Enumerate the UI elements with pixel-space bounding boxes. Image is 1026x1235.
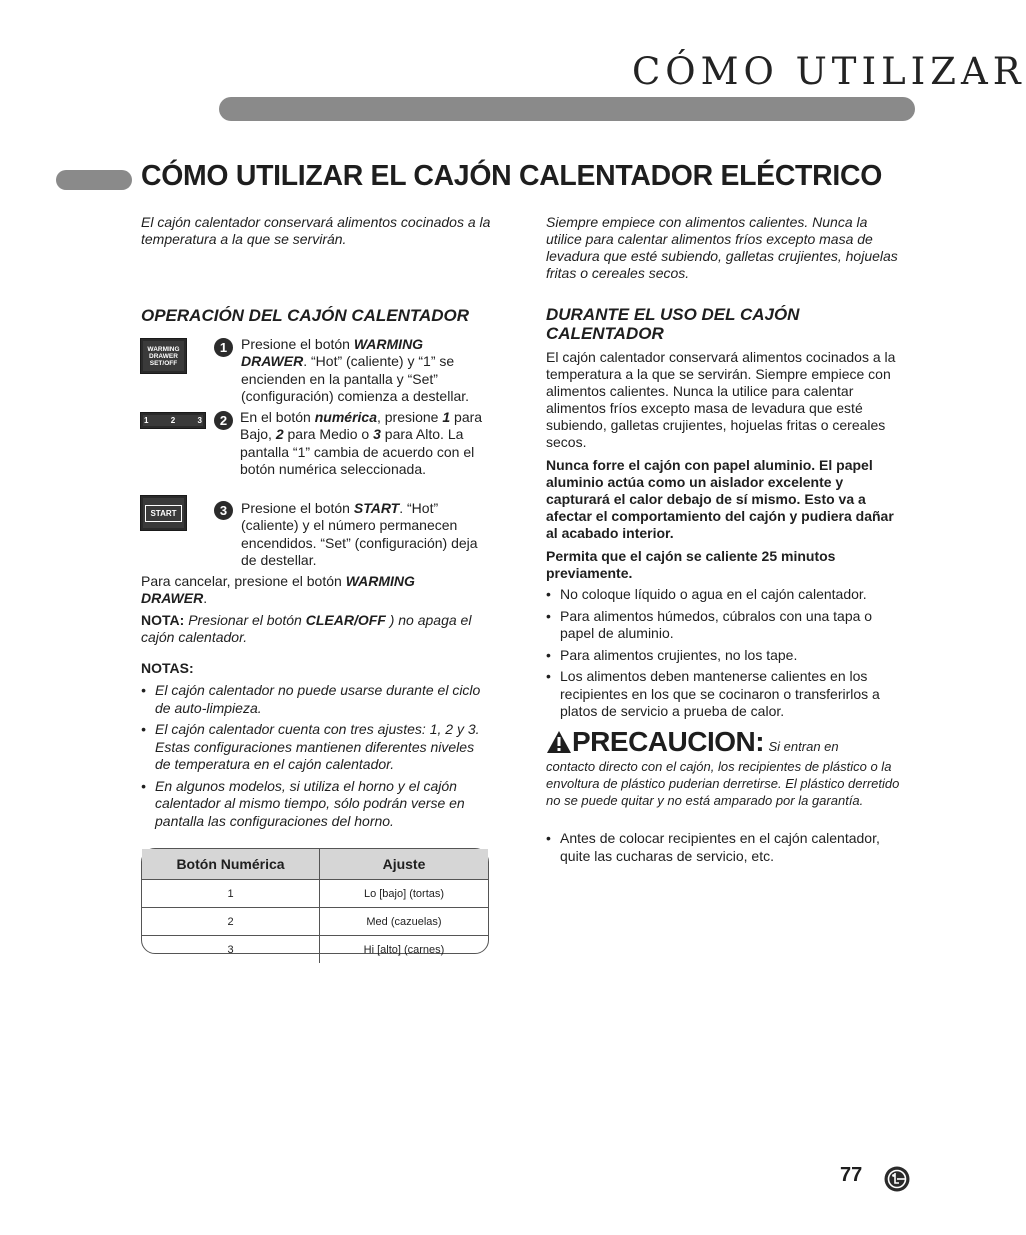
cancel-text: Para cancelar, presione el botón WARMING DRAWER. [141,573,415,606]
step-1-number: 1 [214,338,233,357]
step-1-text: Presione el botón WARMING DRAWER. “Hot” (caliente) y “1” se encienden en la pantalla y “Set” (configuración) comienza a destellar. [241,336,470,404]
table-header: Botón Numérica [142,849,320,880]
caution-text: contacto directo con el cajón, los recipientes de plástico o la envoltura de plástico puderian derretirse. El plástico derretido no se puede quitar y no está amparado por la garantía. [546,759,900,808]
preheat-note: Permita que el cajón se caliente 25 minutos previamente. [546,548,836,581]
notas-list [141,682,486,834]
during-heading-line2: CALENTADOR [546,324,664,343]
table-cell: 1 [142,880,320,908]
step-2-number: 2 [214,411,233,430]
step-2-text: En el botón numérica, presione 1 para Bajo, 2 para Medio o 3 para Alto. La pantalla “1” cambia de acuerdo con el botón numérica seleccionada. [240,409,483,477]
nota-label: NOTA: [141,612,185,628]
nota-item: • El cajón calentador cuenta con tres ajustes: 1, 2 y 3. Estas configuraciones mantienen diferentes niveles de temperatura en el cajón calentador. [141,721,486,774]
num-key-1: 1 [144,416,149,425]
numeric-keys-image [140,412,206,429]
warming-drawer-button-image [140,338,187,374]
table-row [142,936,488,964]
header-bar [219,97,915,121]
table-cell: Hi [alto] (carnes) [320,936,489,964]
page-number: 77 [840,1164,863,1186]
nota-item: • El cajón calentador no puede usarse durante el ciclo de auto-limpieza. [141,682,486,717]
warming-label-1: WARMING [147,345,180,353]
lg-logo-icon [884,1166,910,1192]
during-bullets [546,586,901,725]
num-key-2: 2 [170,416,176,425]
table-cell: Med (cazuelas) [320,908,489,936]
list-item: • Para alimentos húmedos, cúbralos con una tapa o papel de aluminio. [546,608,901,643]
title-pill-decoration [56,170,132,190]
warning-triangle-icon [546,730,572,754]
table-cell: 3 [142,936,320,964]
table-header: Ajuste [320,849,489,880]
page-header-title: CÓMO UTILIZAR [632,50,1026,93]
caution-label: PRECAUCION: [572,726,765,757]
table-row [142,908,488,936]
during-heading-line1: DURANTE EL USO DEL CAJÓN [546,305,800,324]
intro-left: El cajón calentador conservará alimentos cocinados a la temperatura a la que se servirán. [141,214,491,247]
list-item: • No coloque líquido o agua en el cajón calentador. [546,586,901,604]
start-button-image [140,495,187,531]
list-item: • Para alimentos crujientes, no los tape. [546,647,901,665]
warming-label-3: SET/OFF [149,359,178,367]
table-cell: Lo [bajo] (tortas) [320,880,489,908]
nota-item: • En algunos modelos, si utiliza el horno y el cajón calentador al mismo tiempo, sólo podrán verse en pantalla las configuraciones del horno. [141,778,486,831]
warming-label-2: DRAWER [149,352,178,360]
notas-heading: NOTAS: [141,660,194,676]
nota-text: NOTA: Presionar el botón CLEAR/OFF ) no apaga el cajón calentador. [141,612,472,645]
final-bullets [546,830,901,869]
caution-block [546,726,906,809]
start-label: START [145,505,181,522]
step-3-number: 3 [214,501,233,520]
during-heading [546,305,906,343]
table-row [142,880,488,908]
operation-heading: OPERACIÓN DEL CAJÓN CALENTADOR [141,306,470,325]
intro-right: Siempre empiece con alimentos calientes. Nunca la utilice para calentar alimentos fríos excepto masa de levadura que esté subiendo, galletas crujientes, hojuelas fritas o cereales secos. [546,214,898,281]
during-paragraph: El cajón calentador conservará alimentos cocinados a la temperatura a la que se servirán. Siempre empiece con alimentos calientes. Nunca la utilice para calentar alimentos fríos excepto masa de levadura que esté subiendo, galletas crujientes, hojuelas fritas o cereales secos. [546,349,896,450]
caution-lead: Si entran en [768,739,839,754]
table-cell: 2 [142,908,320,936]
list-item: • Los alimentos deben mantenerse calientes en los recipientes en los que se cocinaron o transferirlos a platos de servicio a prueba de calor. [546,668,901,721]
step-3-text: Presione el botón START. “Hot” (caliente) y el número permanecen encendidos. “Set” (configuración) deja de destellar. [241,500,478,568]
foil-warning: Nunca forre el cajón con papel aluminio. El papel aluminio actúa como un aislador excelente y capturará el calor debajo de sí mismo. Esto va a afectar el comportamiento del cajón y pudiera dañar al acabado interior. [546,457,894,541]
list-item: • Antes de colocar recipientes en el cajón calentador, quite las cucharas de servicio, etc. [546,830,901,865]
section-title: CÓMO UTILIZAR EL CAJÓN CALENTADOR ELÉCTRICO [141,160,883,192]
num-key-3: 3 [197,416,202,425]
settings-table [141,848,489,954]
